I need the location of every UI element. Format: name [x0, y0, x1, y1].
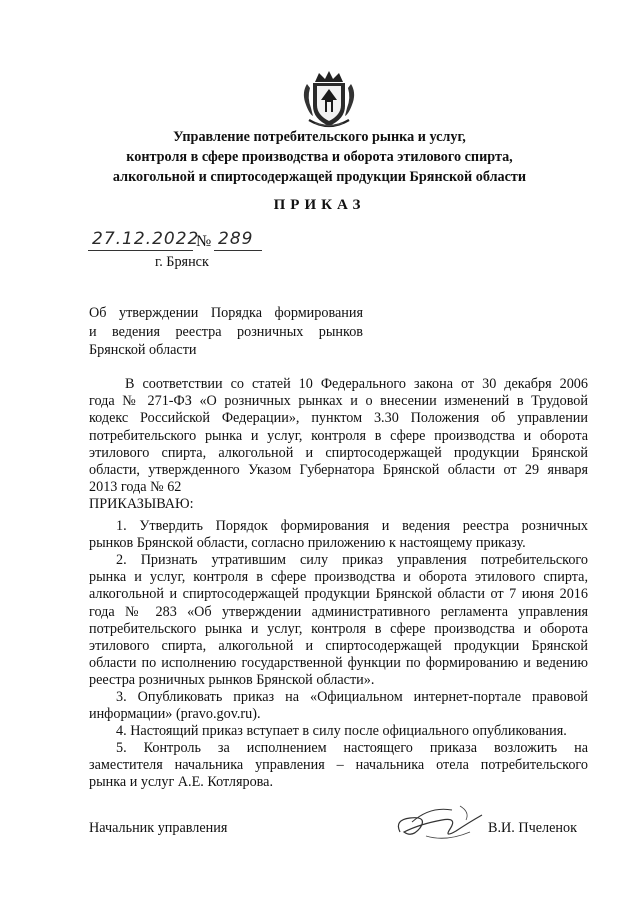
agency-header-line: Управление потребительского рынка и услуг,: [173, 129, 466, 145]
order-subject: [89, 304, 363, 360]
subject-line: Брянской области: [89, 342, 197, 358]
handwritten-signature: [390, 798, 490, 848]
item-line: потребительского рынка и услуг, контроля в сфере производства и оборота: [89, 620, 588, 637]
item-line: реестра розничных рынков Брянской области».: [89, 672, 375, 689]
item-line: этилового спирта, алкогольной и спиртосодержащей продукции Брянской: [89, 638, 588, 655]
item-line: 2. Признать утратившим силу приказ управления потребительского: [116, 552, 588, 568]
order-item-4: [89, 723, 588, 740]
item-line: рынка и услуг, контроля в сфере производства и оборота этилового спирта,: [89, 569, 588, 586]
subject-line: Об утверждении Порядка формирования: [89, 305, 363, 321]
order-item-5: [89, 740, 588, 792]
order-number-label: №: [196, 233, 212, 250]
item-line: 3. Опубликовать приказ на «Официальном интернет-портале правовой: [116, 689, 588, 705]
preamble-line: области, утвержденного Указом Губернатора Брянской области от 29 января: [89, 462, 588, 479]
agency-header-line: алкогольной и спиртосодержащей продукции Брянской области: [112, 169, 527, 185]
item-line: 5. Контроль за исполнением настоящего приказа возложить на: [116, 740, 588, 756]
order-number: 289: [218, 229, 254, 249]
signatory-position: Начальник управления: [89, 820, 228, 836]
signatory-name: В.И. Пчеленок: [488, 820, 577, 836]
item-line: заместителя начальника управления – начальника отела потребительского: [89, 757, 588, 774]
preamble-line: года № 271-ФЗ «О розничных рынках и о внесении изменений в Трудовой: [89, 393, 588, 410]
item-line: рынков Брянской области, согласно приложению к настоящему приказу.: [89, 535, 526, 552]
decree-word: ПРИКАЗЫВАЮ:: [89, 496, 194, 513]
item-line: 4. Настоящий приказ вступает в силу после официального опубликования.: [116, 723, 567, 739]
item-line: алкогольной и спиртосодержащей продукции Брянской области от 7 июня 2016: [89, 586, 588, 603]
order-item-3: [89, 689, 588, 723]
preamble: [89, 376, 588, 514]
coat-of-arms-emblem: [299, 68, 359, 130]
item-line: рынка и услуг А.Е. Котлярова.: [89, 774, 274, 791]
preamble-line: В соответствии со статей 10 Федерального закона от 30 декабря 2006: [125, 376, 588, 392]
subject-line: и ведения реестра розничных рынков: [89, 323, 363, 340]
item-line: области по исполнению государственной функции по формированию и ведению: [89, 655, 588, 672]
preamble-line: потребительского рынка и услуг, контроля в сфере производства и оборота: [89, 427, 588, 444]
item-line: 1. Утвердить Порядок формирования и ведения реестра розничных: [116, 518, 588, 534]
agency-header: [0, 127, 639, 187]
item-line: информации» (pravo.gov.ru).: [89, 706, 261, 723]
item-line: года № 283 «Об утверждении административного регламента управления: [89, 603, 588, 620]
date-underline: [88, 250, 193, 251]
order-date: 27.12.2022: [92, 229, 200, 249]
order-item-1: [89, 518, 588, 552]
city-label: г. Брянск: [155, 254, 209, 270]
agency-header-line: контроля в сфере производства и оборота этилового спирта,: [126, 149, 513, 165]
preamble-line: кодекс Российской Федерации», пунктом 3.30 Положения об управлении: [89, 410, 588, 427]
preamble-line: этилового спирта, алкогольной и спиртосодержащей продукции Брянской: [89, 444, 588, 461]
number-underline: [214, 250, 262, 251]
order-title: ПРИКАЗ: [273, 197, 366, 213]
order-item-2: [89, 552, 588, 690]
preamble-line: 2013 года № 62: [89, 479, 182, 496]
